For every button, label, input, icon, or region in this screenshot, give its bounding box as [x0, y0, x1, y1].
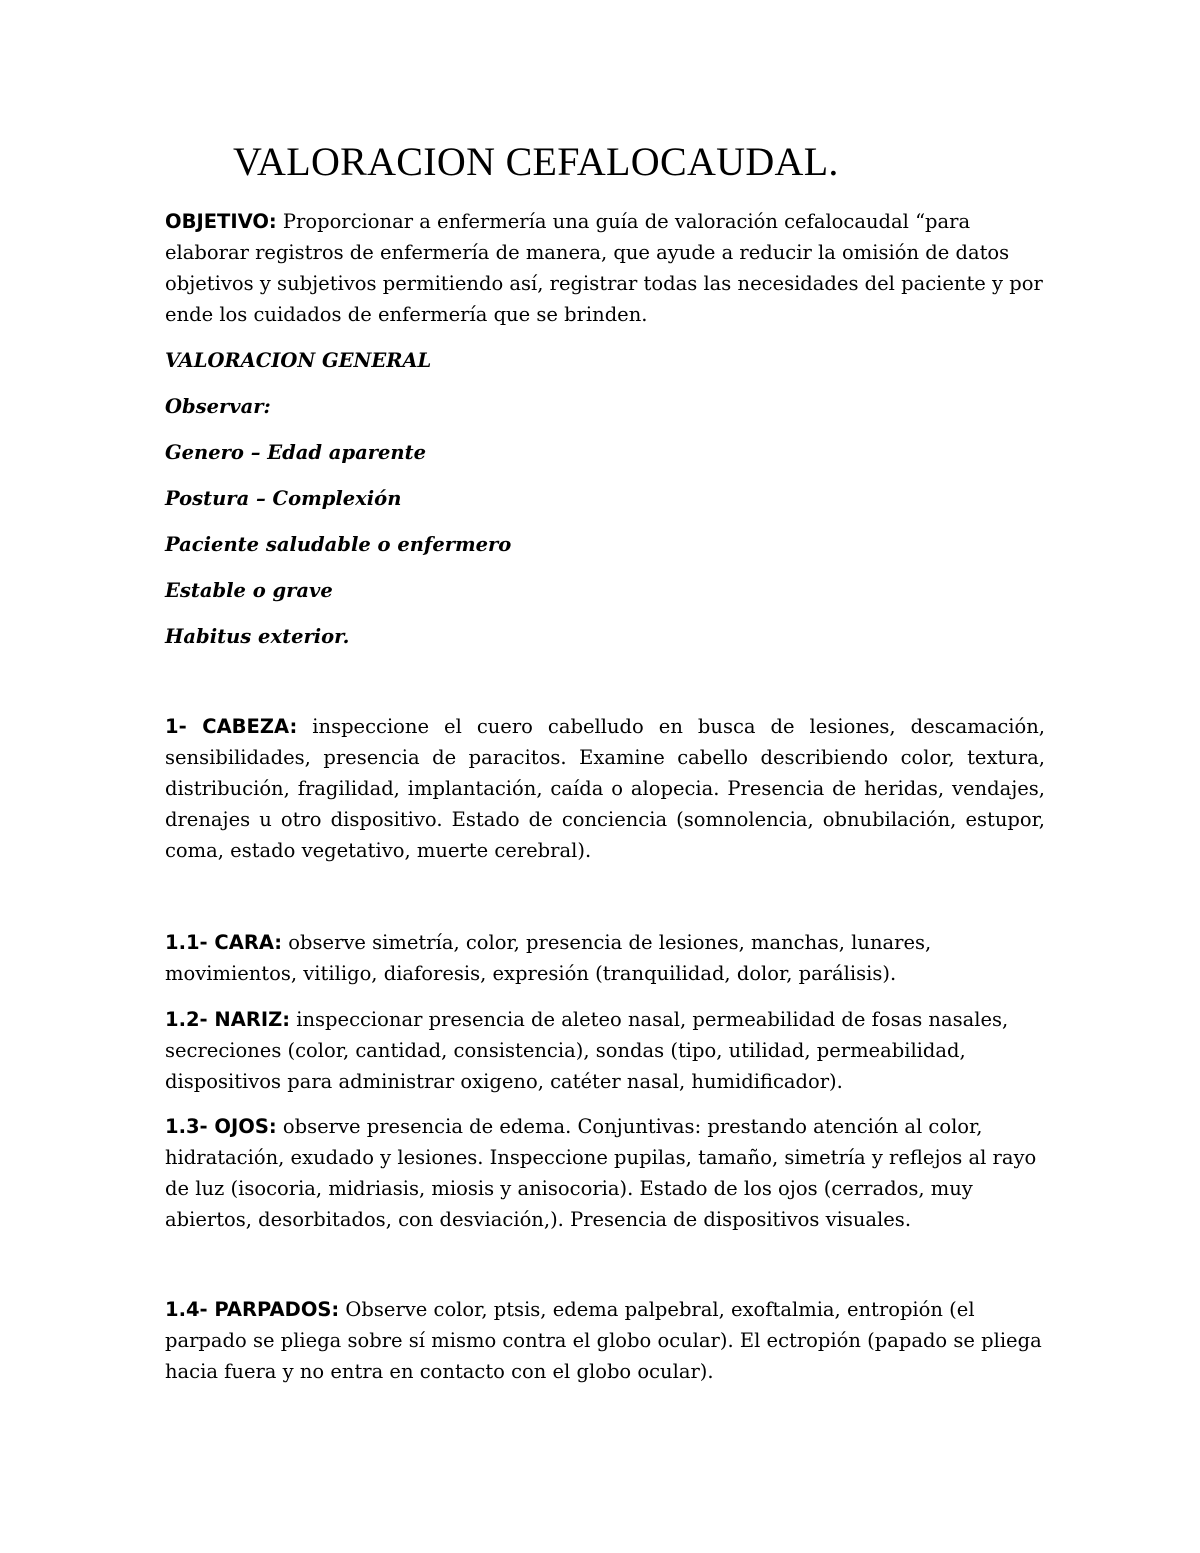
section-nose-label: 1.2- NARIZ: [165, 1008, 291, 1031]
objective-label: OBJETIVO: [165, 210, 277, 233]
section-eyes-label: 1.3- OJOS: [165, 1115, 277, 1138]
observe-item: Habitus exterior. [165, 625, 350, 648]
section-head-paragraph [165, 711, 1045, 866]
objective-paragraph [165, 206, 1045, 330]
observe-item: Genero – Edad aparente [165, 441, 426, 464]
observe-item: Postura – Complexión [165, 487, 402, 510]
section-eyelids-paragraph [165, 1294, 1045, 1387]
objective-text: Proporcionar a enfermería una guía de valoración cefalocaudal “para elaborar registros de enfermería de manera, que ayude a reducir la omisión de datos objetivos y subjetivos permitiendo así, registrar todas las necesidades del paciente y por ende los cuidados de enfermería que se brinden. [165, 210, 1043, 326]
observe-label: Observar: [165, 395, 271, 418]
section-eyes-paragraph [165, 1111, 1045, 1235]
general-assessment-heading: VALORACION GENERAL [165, 349, 432, 372]
section-face-paragraph [165, 927, 1045, 989]
section-nose-text: inspeccionar presencia de aleteo nasal, permeabilidad de fosas nasales, secreciones (color, cantidad, consistencia), sondas (tipo, utilidad, permeabilidad, dispositivos para administrar oxigeno, catéter nasal, humidificador). [165, 1008, 1009, 1093]
section-eyelids-label: 1.4- PARPADOS: [165, 1298, 340, 1321]
section-eyes-text: observe presencia de edema. Conjuntivas: prestando atención al color, hidratación, exudado y lesiones. Inspeccione pupilas, tamaño, simetría y reflejos al rayo de luz (isocoria, midriasis, miosis y anisocoria). Estado de los ojos (cerrados, muy abiertos, desorbitados, con desviación,). Presencia de dispositivos visuales. [165, 1115, 1037, 1231]
section-face-text: observe simetría, color, presencia de lesiones, manchas, lunares, movimientos, vitiligo, diaforesis, expresión (tranquilidad, dolor, parálisis). [165, 931, 932, 985]
document-title: VALORACION CEFALOCAUDAL. [233, 139, 839, 184]
section-eyelids-text: Observe color, ptsis, edema palpebral, exoftalmia, entropión (el parpado se pliega sobre sí mismo contra el globo ocular). El ectropión (papado se pliega hacia fuera y no entra en contacto con el globo ocular). [165, 1298, 1042, 1383]
section-head-label: 1- CABEZA: [165, 715, 298, 738]
section-nose-paragraph [165, 1004, 1045, 1097]
observe-item: Estable o grave [165, 579, 333, 602]
section-face-label: 1.1- CARA: [165, 931, 283, 954]
observe-item: Paciente saludable o enfermero [165, 533, 512, 556]
section-head-text: inspeccione el cuero cabelludo en busca de lesiones, descamación, sensibilidades, presencia de paracitos. Examine cabello describiendo color, textura, distribución, fragilidad, implantación, caída o alopecia. Presencia de heridas, vendajes, drenajes u otro dispositivo. Estado de conciencia (somnolencia, obnubilación, estupor, coma, estado vegetativo, muerte cerebral). [165, 715, 1045, 862]
